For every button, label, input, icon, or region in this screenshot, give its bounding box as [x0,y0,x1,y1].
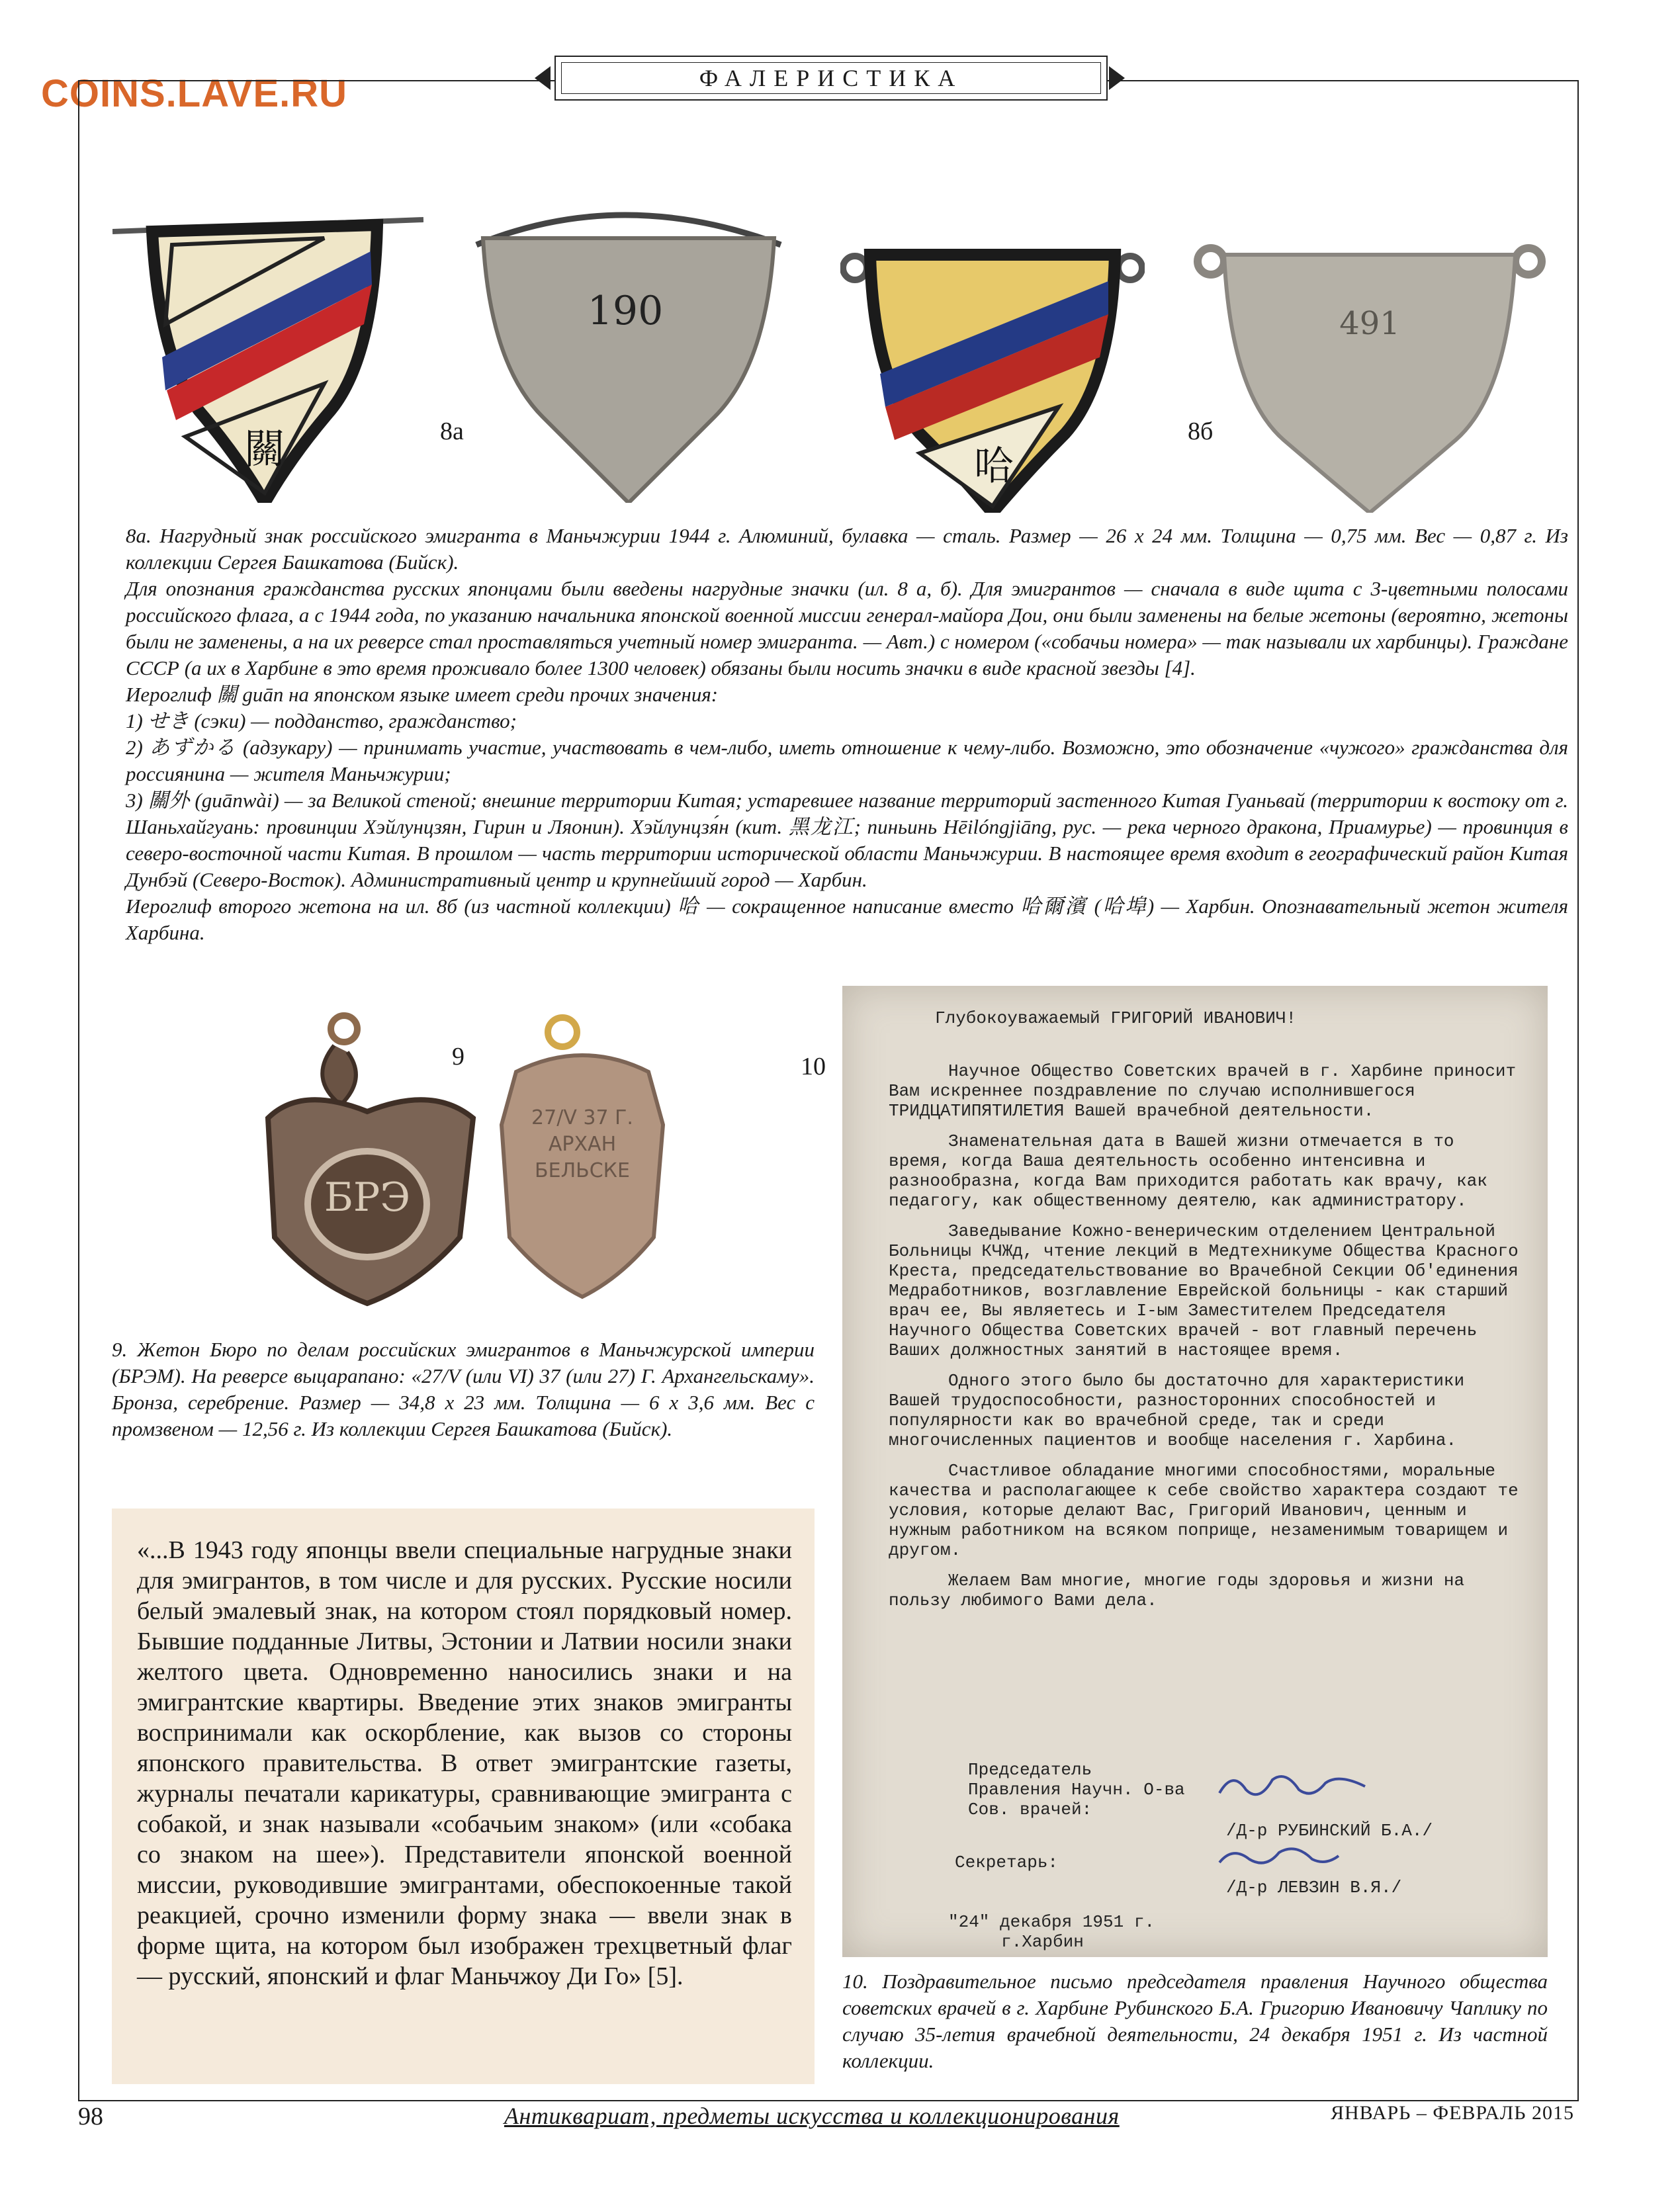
figure-10-caption [842,1968,1548,2074]
token-9-scratched-text: 27/V 37 Г. АРХАН БЕЛЬСКЕ [531,1106,633,1182]
badge-8a-obverse [112,192,423,503]
caption-line: Для опознания гражданства русских японцами были введены нагрудные значки (ил. 8 а, б). Для эмигрантов — сначала в виде щита с 3-цветными полосами российского флага, а с 1944 года, по указанию начальника японской военной миссии генерал-майора Дои, они были заменены на белые жетоны (вероятно, жетоны были не заменены, а на их реверсе стал проставляться учетный номер эмигранта. — Авт.) с номером («собачьи номера» — так называли их харбинцы). Граждане СССР (а их в Харбине в это время проживало более 1300 человек) обязаны были носить значки в виде красной звезды [4]. [126,577,1568,679]
badge-8a-reverse [457,192,801,503]
letter-paragraph: Научное Общество Советских врачей в г. Харбине приносит Вам искреннее поздравление по случаю исполнившегося ТРИДЦАТИПЯТИЛЕТИЯ Вашей врачебной деятельности. [889,1061,1517,1121]
letter-greeting: Глубокоуважаемый ГРИГОРИЙ ИВАНОВИЧ! [935,1008,1297,1028]
secretary-signature [1213,1839,1345,1872]
page-number: 98 [78,2103,103,2130]
letter-place: г.Харбин [1001,1932,1084,1952]
caption-line: 9. Жетон Бюро по делам российских эмигрантов в Маньчжурской империи (БРЭМ). На реверсе выцарапано: «27/V (или VI) 37 (или 27) Г. Архангельскаму». Бронза, серебрение. Размер — 34,8 х 23 мм. Толщина — 6 х 3,6 мм. Вес с промзвеном — 12,56 г. Из коллекции Сергея Башкатова (Бийск). [112,1338,815,1440]
caption-line: 2) あずかる (адзукару) — принимать участие, участвовать в чем-либо, иметь отношение к чему-либо. Возможно, это обозначение «чужого» гражданства для россиянина — жителя Маньчжурии; [126,736,1568,785]
caption-line: 3) 關外 (guānwài) — за Великой стеной; внешние территории Китая; устаревшее название территорий застенного Китая Гуаньвай (территории к востоку от г. Шаньхайгуань: провинции Хэйлунцзян, Гирин и Ляонин). Хэйлунцзя́н (кит. 黑龙江; пиньинь Hēilóngjiāng, рус. — река черного дракона, Приамурье) — провинция в северо-восточной части Китая. В прошлом — часть территории исторической области Маньчжурии. В настоящее время входит в географический район Китая Дунбэй (Северо-Восток). Административный центр и крупнейший город — Харбин. [126,789,1568,891]
chair-signature [1213,1767,1378,1806]
letter-chair-title-3: Сов. врачей: [968,1800,1092,1819]
letter-chair-title-1: Председатель [968,1760,1092,1780]
badge-8b-character: 哈 [974,443,1014,490]
token-9-obverse [248,1006,493,1317]
badge-8a-number: 190 [587,288,664,334]
section-title: ФАЛЕРИСТИКА [699,65,963,91]
letter-paragraph: Счастливое обладание многими способностями, моральные качества и располагающее к себе свойство характера создают те условия, которые делают Вас, Григорий Иванович, ценным и нужным работником на всяком поприще, незаменимым товарищем и другом. [889,1461,1519,1560]
token-9-monogram: БРЭ [324,1174,411,1221]
letter-paragraph: Желаем Вам многие, многие годы здоровья и жизни на пользу любимого Вами дела. [889,1571,1465,1610]
watermark: COINS.LAVE.RU [41,72,348,115]
letter-paragraph: Одного этого было бы достаточно для характеристики Вашей трудоспособности, разносторонних способностей и популярности как во врачебной среде, так и среди многочисленных пациентов и вообще населения г. Харбина. [889,1371,1465,1450]
letter-paragraph: Знаменательная дата в Вашей жизни отмечается в то время, когда Ваша деятельность особенно интенсивна и разнообразна, когда Вам приходится работать как врачу, как педагогу, как общественному деятелю, как администратору. [889,1131,1487,1211]
letter-chair-title-2: Правления Научн. О-ва [968,1780,1185,1800]
caption-line: Иероглиф второго жетона на ил. 8б (из частной коллекции) 哈 — сокращенное написание вместо 哈爾濱 (哈埠) — Харбин. Опознавательный жетон жителя Харбина. [126,895,1568,944]
figure-label-9: 9 [452,1043,464,1071]
letter-document [842,986,1548,1957]
badge-8b-number: 491 [1339,305,1400,342]
section-arrow-right [1109,66,1125,90]
quote-box [112,1509,815,2084]
figure-label-10: 10 [801,1053,826,1080]
figure-label-8a: 8а [440,417,464,445]
section-header [554,56,1108,101]
quote-text: «...В 1943 году японцы ввели специальные нагрудные знаки для эмигрантов, в том числе и для русских. Русские носили белый эмалевый знак, на котором стоял порядковый номер. Бывшие подданные Литвы, Эстонии и Латвии носили знаки желтого цвета. Одновременно наносились знаки и на эмигрантские квартиры. Введение этих знаков эмигранты воспринимали как оскорбление, как вызов со стороны японского правительства. В ответ эмигрантские газеты, журналы печатали карикатуры, сравнивающие эмигранта с собакой, и знак называли «собачьим знаком» (или «собака со знаком на шее»). Представители японской военной миссии, руководившие эмигрантами, обеспокоенные такой реакцией, срочно изменили форму знака — ввели знак в форме щита, на котором был изображен трехцветный флаг — русский, японский и флаг Маньчжоу Ди Го» [5]. [137,1536,792,1990]
issue-date: ЯНВАРЬ – ФЕВРАЛЬ 2015 [1331,2102,1574,2124]
letter-secretary-title: Секретарь: [955,1853,1059,1872]
letter-secretary-name: /Д-р ЛЕВЗИН В.Я./ [1226,1878,1402,1898]
badge-8b-obverse [840,228,1145,513]
caption-line: Иероглиф 關 guān на японском языке имеет среди прочих значения: [126,683,719,706]
figure-label-8b: 8б [1188,417,1214,445]
magazine-title: Антиквариат, предметы искусства и коллекционирования [504,2103,1120,2129]
token-9-reverse [490,1012,675,1303]
caption-line: 10. Поздравительное письмо председателя правления Научного общества советских врачей в г. Харбине Рубинского Б.А. Григорию Ивановичу Чаплику по случаю 35-летия врачебной деятельности, 24 декабря 1951 г. Из частной коллекции. [842,1970,1548,2072]
figure-8-caption [126,523,1568,946]
badge-8b-reverse [1191,228,1548,513]
caption-line: 1) せき (сэки) — подданство, гражданство; [126,709,517,732]
badge-8a-character: 關 [243,425,286,473]
section-arrow-left [535,66,551,90]
figure-9-caption [112,1336,815,1442]
caption-line: 8а. Нагрудный знак российского эмигранта в Маньчжурии 1944 г. Алюминий, булавка — сталь. Размер — 26 х 24 мм. Толщина — 0,75 мм. Вес — 0,87 г. Из коллекции Сергея Башкатова (Бийск). [126,524,1568,574]
letter-date: "24" декабря 1951 г. [948,1912,1155,1932]
letter-paragraph: Заведывание Кожно-венерическим отделением Центральной Больницы КЧЖд, чтение лекций в Медтехникуме Общества Красного Креста, председательствование во Врачебной Секции Об'единения Медработников, возглавление Еврейской больницы - как старший врач ее, Вы являетесь и I-ым Заместителем Председателя Научного Общества Советских врачей - вот главный перечень Ваших должностных занятий в настоящее время. [889,1221,1519,1360]
letter-chair-name: /Д-р РУБИНСКИЙ Б.А./ [1226,1821,1433,1841]
